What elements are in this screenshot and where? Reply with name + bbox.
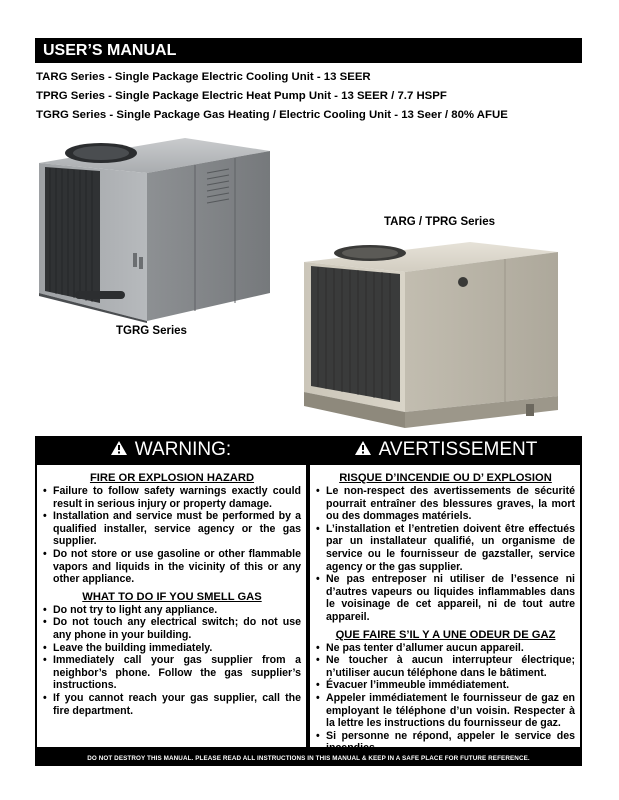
targ-tprg-unit-photo xyxy=(300,236,568,428)
list-item: • Ne toucher à aucun interrupteur électrique; n’utiliser aucun téléphone dans le bâtiment. xyxy=(316,654,575,679)
fire-hazard-list-fr xyxy=(316,485,575,624)
safety-warning-box xyxy=(35,436,582,766)
warning-heading-fr xyxy=(310,436,582,464)
list-item: • Failure to follow safety warnings exactly could result in serious injury or property damage. xyxy=(43,485,301,510)
list-item: • Ne pas tenter d’allumer aucun appareil. xyxy=(316,642,575,655)
smell-gas-heading-en: WHAT TO DO IF YOU SMELL GAS xyxy=(82,590,262,603)
series-line-tprg: TPRG Series - Single Package Electric Heat Pump Unit - 13 SEER / 7.7 HSPF xyxy=(36,90,447,102)
warning-triangle-icon xyxy=(355,436,371,464)
tgrg-caption: TGRG Series xyxy=(116,325,187,337)
fire-hazard-heading-en: FIRE OR EXPLOSION HAZARD xyxy=(89,472,255,484)
list-item: • Le non-respect des avertissements de sécurité pourrait entraîner des blessures graves, la mort ou des dommages matériels. xyxy=(316,485,575,523)
targ-tprg-caption: TARG / TPRG Series xyxy=(384,216,495,228)
smell-gas-list-fr xyxy=(316,642,575,755)
warning-triangle-icon xyxy=(111,436,127,464)
list-item: • Do not touch any electrical switch; do not use any phone in your building. xyxy=(43,616,301,641)
page-title: USER’S MANUAL xyxy=(35,38,582,63)
list-item: • L’installation et l’entretien doivent être effectués par un installateur qualifié, un organisme de service ou le fournisseur de gazstaller, service agency or the gas supplier. xyxy=(316,523,575,573)
footer-notice: DO NOT DESTROY THIS MANUAL. PLEASE READ ALL INSTRUCTIONS IN THIS MANUAL & KEEP IN A SAFE PLACE FOR FUTURE REFERENCE. xyxy=(87,755,530,762)
warning-title-en: WARNING: xyxy=(134,439,232,461)
warning-panel-en xyxy=(37,465,306,747)
series-line-targ: TARG Series - Single Package Electric Cooling Unit - 13 SEER xyxy=(36,71,371,83)
warning-heading-en xyxy=(35,436,307,464)
series-line-tgrg: TGRG Series - Single Package Gas Heating / Electric Cooling Unit - 13 Seer / 80% AFUE xyxy=(36,109,508,121)
fire-hazard-list-en xyxy=(43,485,301,586)
list-item: • Leave the building immediately. xyxy=(43,642,301,655)
list-item: • Évacuer l’immeuble immédiatement. xyxy=(316,679,575,692)
smell-gas-heading-fr: QUE FAIRE S’IL Y A UNE ODEUR DE GAZ xyxy=(335,628,556,641)
warning-panel-fr xyxy=(310,465,580,755)
list-item: • Immediately call your gas supplier from a neighbor’s phone. Follow the gas supplier’s instructions. xyxy=(43,654,301,692)
warning-title-fr: AVERTISSEMENT xyxy=(378,439,538,461)
list-item: • Si personne ne répond, appeler le service des incendies. xyxy=(316,730,575,755)
smell-gas-list-en xyxy=(43,604,301,717)
list-item: • Ne pas entreposer ni utiliser de l’essence ni d’autres vapeurs ou liquides inflammables dans le voisinage de cet appareil, ni de tout autre appareil. xyxy=(316,573,575,623)
list-item: • If you cannot reach your gas supplier, call the fire department. xyxy=(43,692,301,717)
fire-hazard-heading-fr: RISQUE D’INCENDIE OU D’ EXPLOSION xyxy=(339,472,552,484)
list-item: • Do not store or use gasoline or other flammable vapors and liquids in the vicinity of this or any other appliance. xyxy=(43,548,301,586)
list-item: • Installation and service must be performed by a qualified installer, service agency or the gas supplier. xyxy=(43,510,301,548)
list-item: • Do not try to light any appliance. xyxy=(43,604,301,617)
list-item: • Appeler immédiatement le fournisseur de gaz en employant le téléphone d’un voisin. Respecter à la lettre les instructions du fournisseur de gaz. xyxy=(316,692,575,730)
tgrg-unit-photo xyxy=(35,133,285,323)
